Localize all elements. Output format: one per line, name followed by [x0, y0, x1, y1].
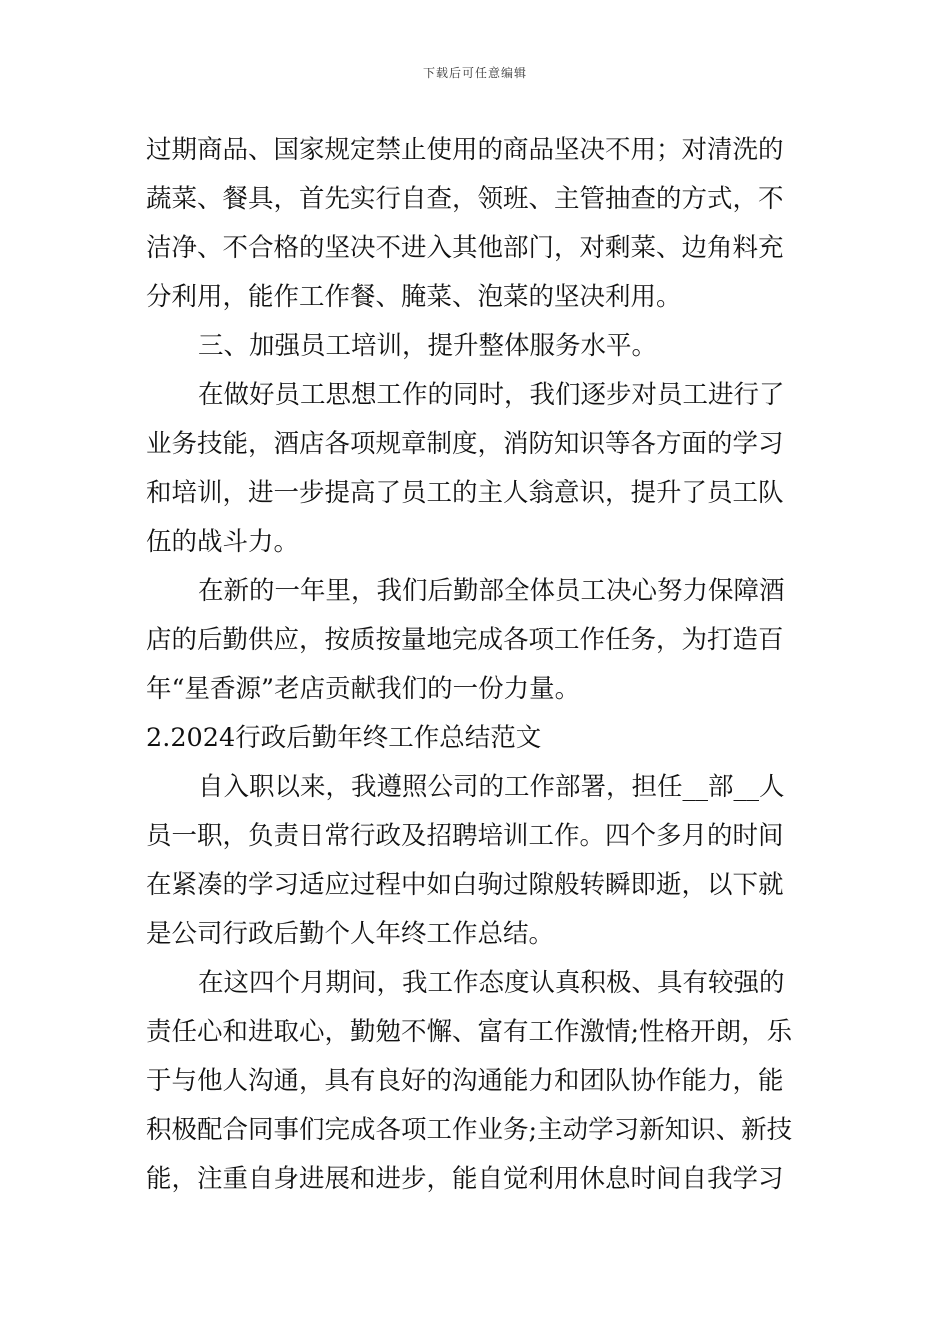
text-line: 过期商品、国家规定禁止使用的商品坚决不用；对清洗的 [146, 135, 784, 165]
text-line: 年“星香源”老店贡献我们的一份力量。 [146, 674, 581, 704]
text-line: 员一职，负责日常行政及招聘培训工作。四个多月的时间 [146, 821, 784, 851]
text-line: 自入职以来，我遵照公司的工作部署，担任__部__人 [198, 772, 785, 802]
text-line: 是公司行政后勤个人年终工作总结。 [146, 919, 555, 949]
text-line: 店的后勤供应，按质按量地完成各项工作任务，为打造百 [146, 625, 784, 655]
text-line: 在这四个月期间，我工作态度认真积极、具有较强的 [198, 968, 785, 998]
section-heading: 三、加强员工培训，提升整体服务水平。 [198, 331, 658, 361]
text-line: 业务技能，酒店各项规章制度，消防知识等各方面的学习 [146, 429, 784, 459]
text-line: 于与他人沟通，具有良好的沟通能力和团队协作能力，能 [146, 1066, 784, 1096]
text-line: 在做好员工思想工作的同时，我们逐步对员工进行了 [198, 380, 785, 410]
document-body [146, 126, 806, 1204]
article-title: 2.2024行政后勤年终工作总结范文 [146, 723, 542, 753]
text-line: 能，注重自身进展和进步，能自觉利用休息时间自我学习 [146, 1164, 784, 1194]
page-header: 下载后可任意编辑 [422, 66, 527, 80]
text-line: 积极配合同事们完成各项工作业务;主动学习新知识、新技 [146, 1115, 793, 1145]
text-line: 在新的一年里，我们后勤部全体员工决心努力保障酒 [198, 576, 785, 606]
text-line: 责任心和进取心，勤勉不懈、富有工作激情;性格开朗，乐 [146, 1017, 793, 1047]
text-line: 分利用，能作工作餐、腌菜、泡菜的坚决利用。 [146, 282, 682, 312]
text-line: 蔬菜、餐具，首先实行自查，领班、主管抽查的方式，不 [146, 184, 784, 214]
text-line: 在紧凑的学习适应过程中如白驹过隙般转瞬即逝，以下就 [146, 870, 784, 900]
text-line: 和培训，进一步提高了员工的主人翁意识，提升了员工队 [146, 478, 784, 508]
text-line: 洁净、不合格的坚决不进入其他部门，对剩菜、边角料充 [146, 233, 784, 263]
text-line: 伍的战斗力。 [146, 527, 300, 557]
